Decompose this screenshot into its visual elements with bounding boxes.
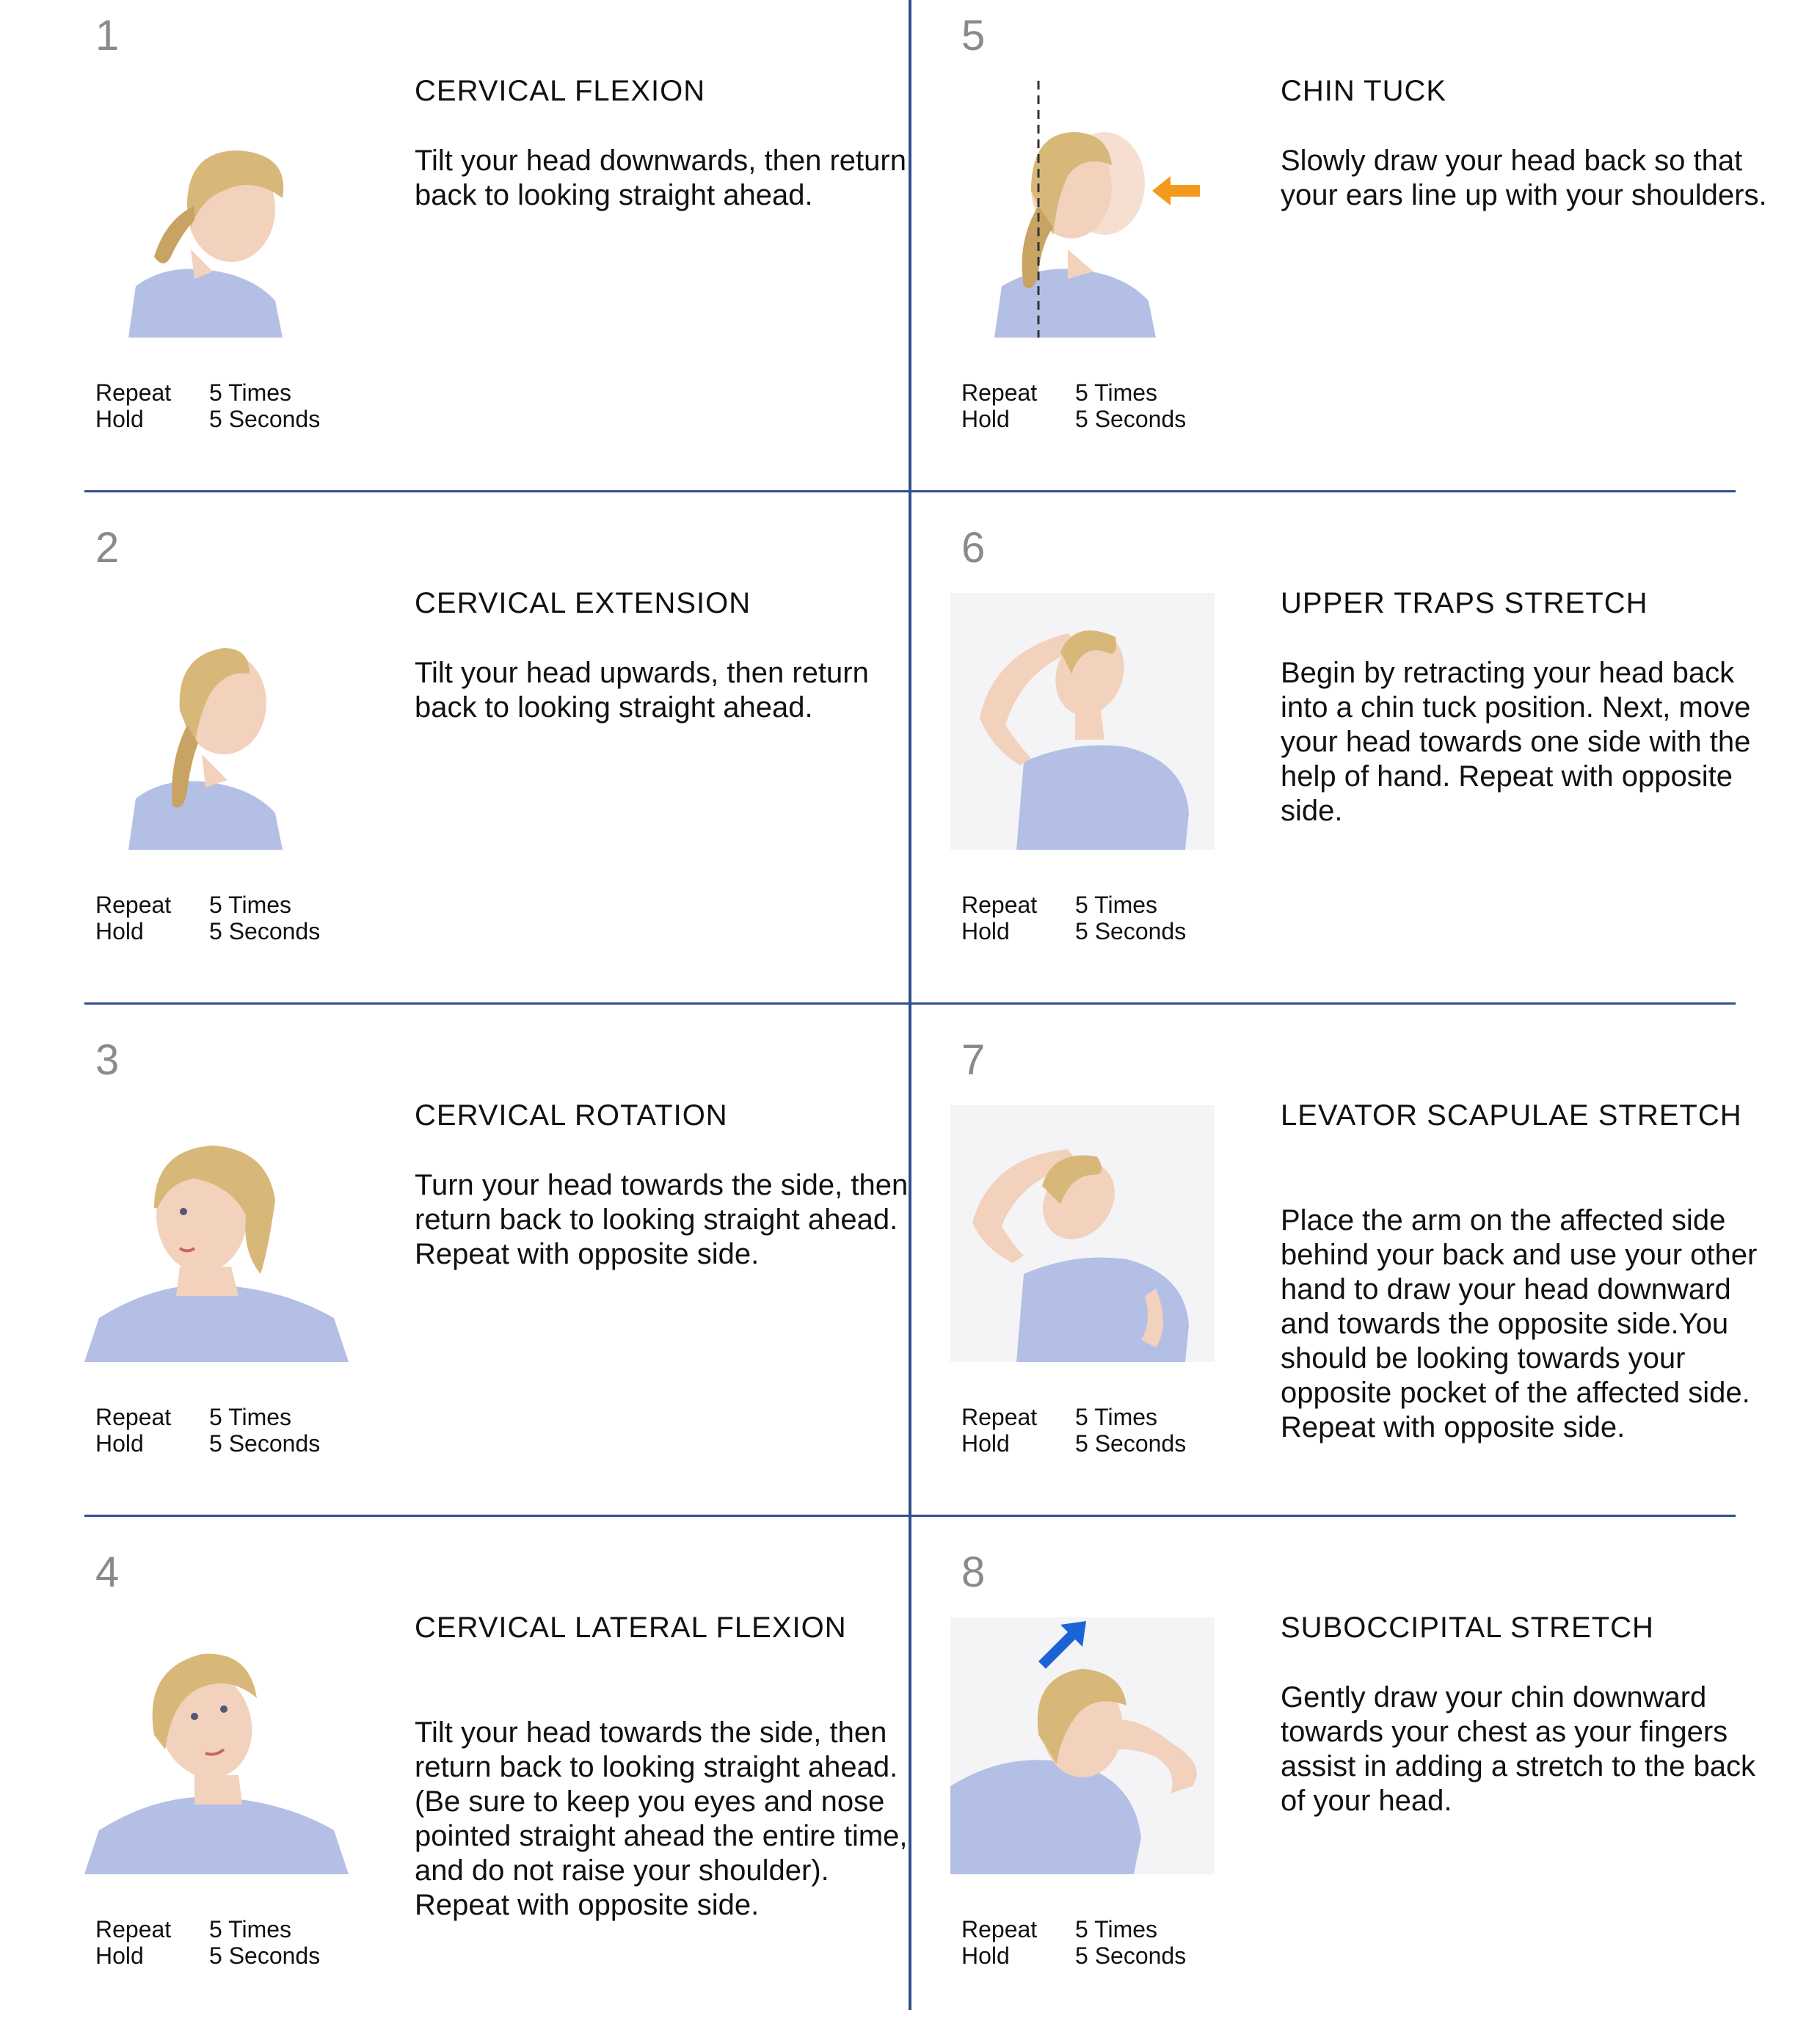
exercise-title: CERVICAL ROTATION bbox=[415, 1099, 728, 1132]
exercise-dosage bbox=[961, 379, 1186, 432]
hold-value: 5 Seconds bbox=[209, 406, 321, 432]
hold-label: Hold bbox=[95, 1430, 144, 1457]
exercise-description: Tilt your head towards the side, then return back to looking straight ahead. (Be sure to keep you eyes and nose pointed straight ahead the entire time, and do not raise your shoulder). Repeat with opposite side. bbox=[415, 1716, 908, 1921]
repeat-value: 5 Times bbox=[209, 1916, 292, 1942]
repeat-value: 5 Times bbox=[209, 379, 292, 406]
woman-suboccipital-stretch-illustration bbox=[950, 1617, 1215, 1874]
hold-value: 5 Seconds bbox=[1075, 406, 1187, 432]
repeat-label: Repeat bbox=[95, 379, 172, 406]
exercise-description: Tilt your head upwards, then return back to looking straight ahead. bbox=[415, 657, 869, 724]
exercise-dosage bbox=[961, 892, 1186, 944]
exercise-title: UPPER TRAPS STRETCH bbox=[1281, 587, 1648, 619]
exercise-card-8 bbox=[950, 1537, 1816, 2043]
repeat-label: Repeat bbox=[961, 379, 1038, 406]
woman-head-rotated-illustration bbox=[84, 1105, 349, 1362]
repeat-value: 5 Times bbox=[1075, 1916, 1158, 1942]
repeat-label: Repeat bbox=[961, 1916, 1038, 1942]
exercise-number: 8 bbox=[961, 1548, 986, 1596]
repeat-label: Repeat bbox=[95, 892, 172, 918]
woman-chin-tuck-illustration bbox=[950, 81, 1215, 338]
hold-value: 5 Seconds bbox=[1075, 1430, 1187, 1457]
woman-head-tilted-down-illustration bbox=[84, 81, 349, 338]
repeat-value: 5 Times bbox=[209, 892, 292, 918]
repeat-value: 5 Times bbox=[209, 1404, 292, 1430]
hold-label: Hold bbox=[95, 1942, 144, 1969]
hold-label: Hold bbox=[961, 918, 1010, 944]
exercise-card-5 bbox=[950, 0, 1816, 506]
exercise-dosage bbox=[95, 1404, 320, 1457]
hold-value: 5 Seconds bbox=[209, 918, 321, 944]
exercise-dosage bbox=[961, 1916, 1186, 1969]
exercise-card-1 bbox=[84, 0, 950, 506]
exercise-dosage bbox=[95, 1916, 320, 1969]
hold-label: Hold bbox=[961, 1430, 1010, 1457]
woman-levator-stretch-illustration bbox=[950, 1105, 1215, 1362]
hold-label: Hold bbox=[95, 918, 144, 944]
hold-value: 5 Seconds bbox=[209, 1430, 321, 1457]
exercise-card-4 bbox=[84, 1537, 950, 2043]
exercise-title: LEVATOR SCAPULAE STRETCH bbox=[1281, 1099, 1742, 1132]
exercise-description: Slowly draw your head back so that your ears line up with your shoulders. bbox=[1281, 145, 1767, 211]
exercise-title: SUBOCCIPITAL STRETCH bbox=[1281, 1612, 1654, 1644]
exercise-title: CERVICAL EXTENSION bbox=[415, 587, 751, 619]
exercise-title: CERVICAL FLEXION bbox=[415, 75, 706, 107]
repeat-value: 5 Times bbox=[1075, 379, 1158, 406]
hold-value: 5 Seconds bbox=[209, 1942, 321, 1969]
hold-label: Hold bbox=[961, 406, 1010, 432]
exercise-number: 1 bbox=[95, 12, 120, 59]
repeat-label: Repeat bbox=[95, 1404, 172, 1430]
exercise-description: Turn your head towards the side, then return back to looking straight ahead. Repeat with opposite side. bbox=[415, 1169, 909, 1270]
exercise-number: 5 bbox=[961, 12, 986, 59]
exercise-number: 6 bbox=[961, 524, 986, 572]
hold-label: Hold bbox=[961, 1942, 1010, 1969]
exercise-card-6 bbox=[950, 512, 1816, 1019]
exercise-number: 3 bbox=[95, 1036, 120, 1084]
exercise-description: Begin by retracting your head back into a chin tuck position. Next, move your head towards one side with the help of hand. Repeat with opposite side. bbox=[1281, 657, 1751, 827]
exercise-card-3 bbox=[84, 1024, 950, 1531]
exercise-card-2 bbox=[84, 512, 950, 1019]
exercise-number: 2 bbox=[95, 524, 120, 572]
exercise-dosage bbox=[961, 1404, 1186, 1457]
repeat-value: 5 Times bbox=[1075, 892, 1158, 918]
exercise-card-7 bbox=[950, 1024, 1816, 1531]
hold-value: 5 Seconds bbox=[1075, 918, 1187, 944]
repeat-label: Repeat bbox=[961, 1404, 1038, 1430]
woman-upper-traps-stretch-illustration bbox=[950, 593, 1215, 850]
repeat-value: 5 Times bbox=[1075, 1404, 1158, 1430]
exercise-description: Gently draw your chin downward towards your chest as your fingers assist in adding a stretch to the back of your head. bbox=[1281, 1681, 1756, 1817]
woman-head-tilted-up-illustration bbox=[84, 593, 349, 850]
exercise-description: Place the arm on the affected side behind your back and use your other hand to draw your head downward and towards the opposite side.You should be looking towards your opposite pocket of the affected side. Repeat with opposite side. bbox=[1281, 1204, 1758, 1443]
hold-label: Hold bbox=[95, 406, 144, 432]
hold-value: 5 Seconds bbox=[1075, 1942, 1187, 1969]
woman-head-side-tilt-illustration bbox=[84, 1617, 349, 1874]
exercise-dosage bbox=[95, 892, 320, 944]
exercise-description: Tilt your head downwards, then return back to looking straight ahead. bbox=[415, 145, 906, 211]
repeat-label: Repeat bbox=[95, 1916, 172, 1942]
exercise-title: CHIN TUCK bbox=[1281, 75, 1447, 107]
exercise-dosage bbox=[95, 379, 320, 432]
repeat-label: Repeat bbox=[961, 892, 1038, 918]
exercise-title: CERVICAL LATERAL FLEXION bbox=[415, 1612, 847, 1644]
exercise-number: 7 bbox=[961, 1036, 986, 1084]
exercise-number: 4 bbox=[95, 1548, 120, 1596]
